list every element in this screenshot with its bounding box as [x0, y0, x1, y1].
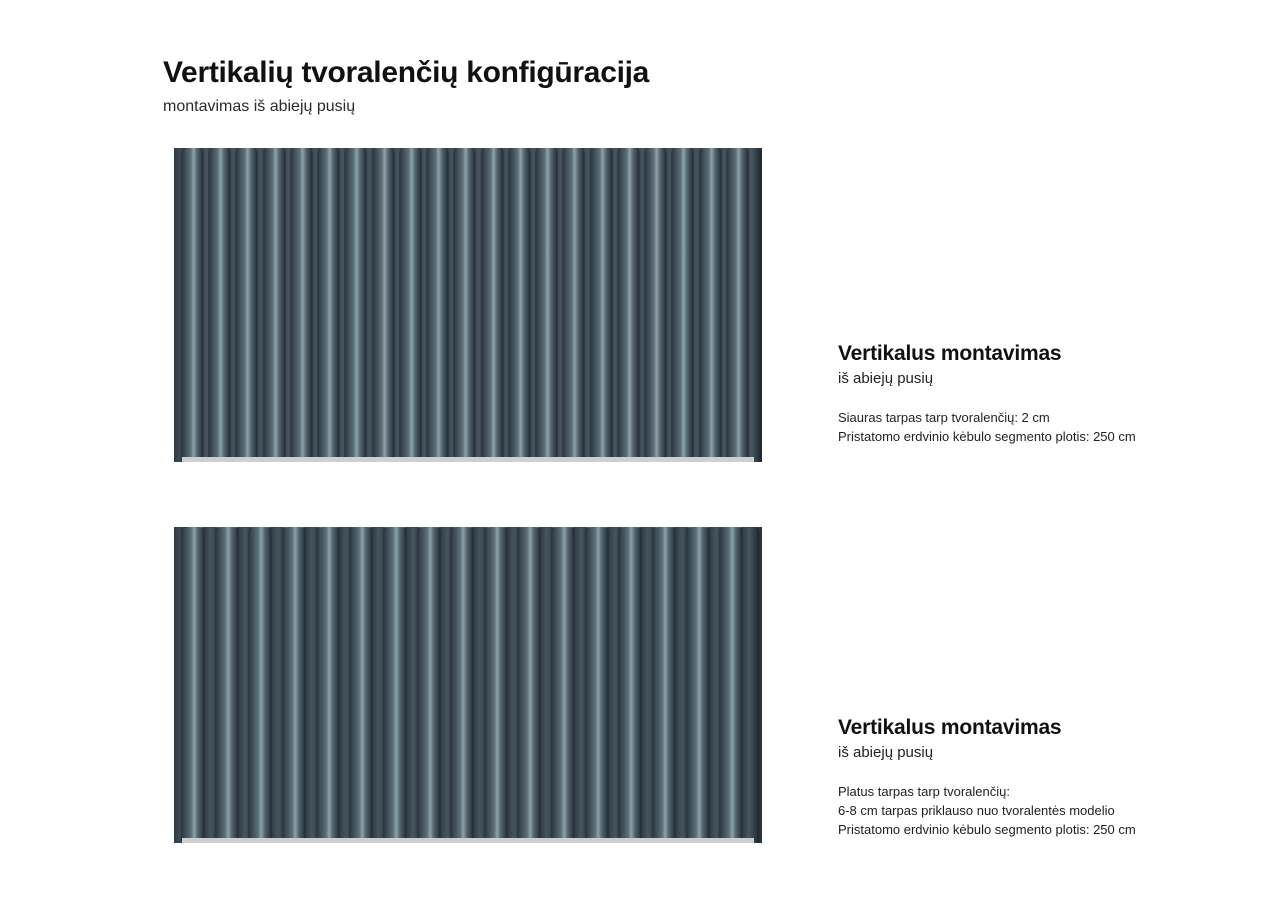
- fence-slat-front: [518, 527, 540, 843]
- caption-narrow-gap: [838, 342, 1258, 447]
- caption-detail-line: Platus tarpas tarp tvoralenčių:: [838, 784, 1010, 799]
- fence-slat-front: [209, 148, 230, 462]
- caption-detail-line: Siauras tarpas tarp tvoralenčių: 2 cm: [838, 410, 1050, 425]
- fence-slat-front: [264, 148, 285, 462]
- fence-base-shadow: [182, 457, 754, 462]
- fence-slat-front: [350, 527, 372, 843]
- fence-slat-front: [427, 148, 448, 462]
- fence-illustration-narrow-gap: [168, 148, 768, 462]
- fence-slat-front: [384, 527, 406, 843]
- fence-slat-front: [236, 148, 257, 462]
- fence-slat-front: [509, 148, 530, 462]
- fence-slat-front: [586, 527, 608, 843]
- fence-slat-front: [345, 148, 366, 462]
- page-subtitle: montavimas iš abiejų pusių: [163, 97, 356, 115]
- fence-slat-front: [451, 527, 473, 843]
- fence-slat-front: [182, 527, 204, 843]
- fence-slat-front: [720, 527, 742, 843]
- caption-detail-line: Pristatomo erdvinio kėbulo segmento plotis: 250 cm: [838, 821, 1136, 837]
- fence-canvas: [168, 527, 768, 843]
- fence-slat-front: [653, 527, 675, 843]
- fence-slat-front: [591, 148, 612, 462]
- fence-slat-front: [373, 148, 394, 462]
- fence-slat-group: [182, 148, 754, 462]
- fence-slat-front: [700, 148, 721, 462]
- caption-details: [838, 783, 1258, 840]
- fence-slat-group: [182, 527, 754, 843]
- caption-title: Vertikalus montavimas: [838, 716, 1062, 739]
- fence-slat-front: [687, 527, 709, 843]
- caption-details: [838, 409, 1258, 447]
- fence-slat-front: [563, 148, 584, 462]
- caption-detail-line: Pristatomo erdvinio kėbulo segmento plotis: 250 cm: [838, 428, 1136, 444]
- fence-slat-front: [727, 148, 748, 462]
- fence-base-shadow: [182, 838, 754, 843]
- caption-subtitle: iš abiejų pusių: [838, 370, 934, 387]
- caption-detail-line: 6-8 cm tarpas priklauso nuo tvoralentės modelio: [838, 802, 1115, 818]
- caption-wide-gap: [838, 716, 1258, 840]
- caption-title: Vertikalus montavimas: [838, 342, 1062, 365]
- fence-slat-front: [482, 148, 503, 462]
- fence-slat-front: [418, 527, 440, 843]
- fence-canvas: [168, 148, 768, 462]
- fence-slat-front: [317, 527, 339, 843]
- fence-slat-front: [283, 527, 305, 843]
- fence-slat-front: [454, 148, 475, 462]
- fence-slat-front: [618, 148, 639, 462]
- fence-slat-front: [552, 527, 574, 843]
- fence-slat-front: [485, 527, 507, 843]
- fence-slat-front: [182, 148, 203, 462]
- fence-slat-front: [400, 148, 421, 462]
- caption-subtitle: iš abiejų pusių: [838, 744, 934, 761]
- fence-slat-front: [216, 527, 238, 843]
- fence-slat-front: [318, 148, 339, 462]
- page-title: Vertikalių tvoralenčių konfigūracija: [163, 56, 650, 89]
- fence-slat-front: [249, 527, 271, 843]
- page-header: [163, 56, 863, 116]
- fence-slat-front: [645, 148, 666, 462]
- fence-slat-front: [672, 148, 693, 462]
- fence-slat-front: [536, 148, 557, 462]
- fence-slat-front: [291, 148, 312, 462]
- fence-illustration-wide-gap: [168, 527, 768, 843]
- fence-slat-front: [619, 527, 641, 843]
